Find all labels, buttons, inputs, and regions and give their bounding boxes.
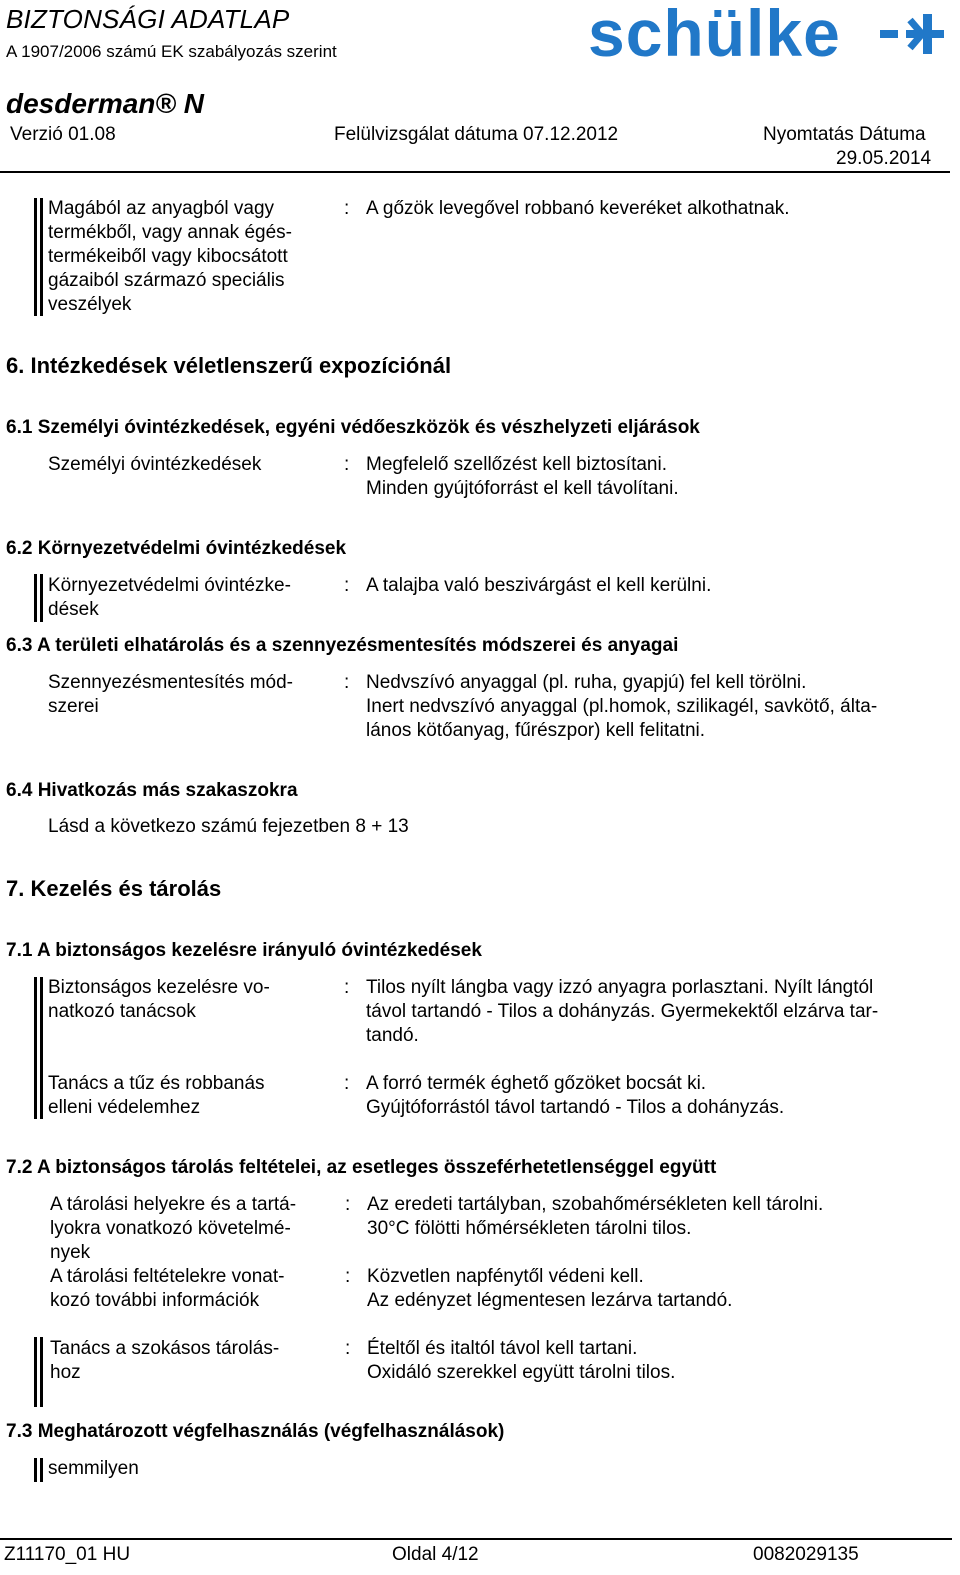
schulke-logo: schülke [588, 0, 841, 70]
safe-handling-value: Tilos nyílt lángba vagy izzó anyagra porlasztani. Nyílt lángtól távol tartandó - Tilos a dohányzás. Gyermekektől elzárva tar- tandó. [366, 977, 879, 1046]
hazard-value: A gőzök levegővel robbanó keveréket alkothatnak. [366, 198, 790, 219]
fire-protection-value: A forró termék éghető gőzöket bocsát ki. Gyújtóforrástól távol tartandó - Tilos a dohányzás. [366, 1073, 785, 1118]
section-6-1-heading: 6.1 Személyi óvintézkedések, egyéni védőeszközök és vészhelyzeti eljárások [6, 417, 700, 438]
footer-reference-number: 0082029135 [753, 1544, 859, 1565]
print-date: 29.05.2014 [836, 148, 932, 169]
end-use-text: semmilyen [48, 1458, 139, 1479]
separator-colon: : [344, 454, 350, 475]
personal-precautions-value: Megfelelő szellőzést kell biztosítani. Minden gyújtóforrást el kell távolítani. [366, 454, 679, 499]
fire-protection-label: Tanács a tűz és robbanás elleni védelemhez [48, 1073, 265, 1118]
section-6-3-heading: 6.3 A területi elhatárolás és a szennyezésmentesítés módszerei és anyagai [6, 635, 679, 656]
environmental-precautions-label: Környezetvédelmi óvintézke- dések [48, 575, 291, 620]
print-date-label: Nyomtatás Dátuma [763, 124, 926, 145]
separator-colon: : [344, 977, 350, 998]
separator-colon: : [344, 575, 350, 596]
document-title: BIZTONSÁGI ADATLAP [6, 4, 290, 34]
footer-divider [0, 1538, 952, 1540]
storage-requirements-label: A tárolási helyekre és a tartá- lyokra vonatkozó követelmé- nyek [50, 1194, 297, 1263]
section-reference-text: Lásd a következo számú fejezetben 8 + 13 [48, 816, 409, 837]
footer-document-id: Z11170_01 HU [4, 1544, 131, 1565]
section-7-1-heading: 7.1 A biztonságos kezelésre irányuló óvintézkedések [6, 940, 482, 961]
separator-colon: : [344, 1073, 350, 1094]
safe-handling-label: Biztonságos kezelésre vo- natkozó tanácsok [48, 977, 270, 1022]
revision-date: Felülvizsgálat dátuma 07.12.2012 [334, 124, 619, 145]
section-6-4-heading: 6.4 Hivatkozás más szakaszokra [6, 780, 298, 801]
common-storage-value: Ételtől és italtól távol kell tartani. Oxidáló szerekkel együtt tárolni tilos. [367, 1338, 676, 1383]
storage-conditions-label: A tárolási feltételekre vonat- kozó további információk [50, 1266, 285, 1311]
footer-page-number: Oldal 4/12 [392, 1544, 479, 1565]
section-7-heading: 7. Kezelés és tárolás [6, 876, 222, 901]
separator-colon: : [344, 198, 350, 219]
separator-colon: : [345, 1266, 351, 1287]
version: Verzió 01.08 [10, 124, 116, 145]
hazard-label: Magából az anyagból vagy termékből, vagy annak égés- termékeiből vagy kibocsátott gázaiból származó speciális veszélyek [48, 198, 292, 315]
schulke-logo-mark-icon [880, 10, 944, 56]
environmental-precautions-value: A talajba való beszivárgást el kell kerülni. [366, 575, 712, 596]
section-7-2-heading: 7.2 A biztonságos tárolás feltételei, az esetleges összeférhetetlenséggel együtt [6, 1157, 717, 1178]
personal-precautions-label: Személyi óvintézkedések [48, 454, 262, 475]
section-7-3-heading: 7.3 Meghatározott végfelhasználás (végfelhasználások) [6, 1421, 505, 1442]
section-6-heading: 6. Intézkedések véletlenszerű expozíciónál [6, 353, 452, 378]
storage-requirements-value: Az eredeti tartályban, szobahőmérsékleten kell tárolni. 30°C fölötti hőmérsékleten tárolni tilos. [367, 1194, 824, 1239]
regulation-subtitle: A 1907/2006 számú EK szabályozás szerint [6, 42, 337, 61]
cleanup-methods-label: Szennyezésmentesítés mód- szerei [48, 672, 294, 717]
separator-colon: : [345, 1338, 351, 1359]
cleanup-methods-value: Nedvszívó anyaggal (pl. ruha, gyapjú) fel kell törölni. Inert nedvszívó anyaggal (pl.homok, szilikagél, savkötő, álta- lános kötőanyag, fűrészpor) kell felitatni. [366, 672, 878, 741]
storage-conditions-value: Közvetlen napfénytől védeni kell. Az edényzet légmentesen lezárva tartandó. [367, 1266, 733, 1311]
product-name: desderman® N [6, 88, 205, 119]
header-divider [0, 171, 950, 173]
common-storage-label: Tanács a szokásos tárolás- hoz [50, 1338, 280, 1383]
separator-colon: : [344, 672, 350, 693]
section-6-2-heading: 6.2 Környezetvédelmi óvintézkedések [6, 538, 347, 559]
separator-colon: : [345, 1194, 351, 1215]
